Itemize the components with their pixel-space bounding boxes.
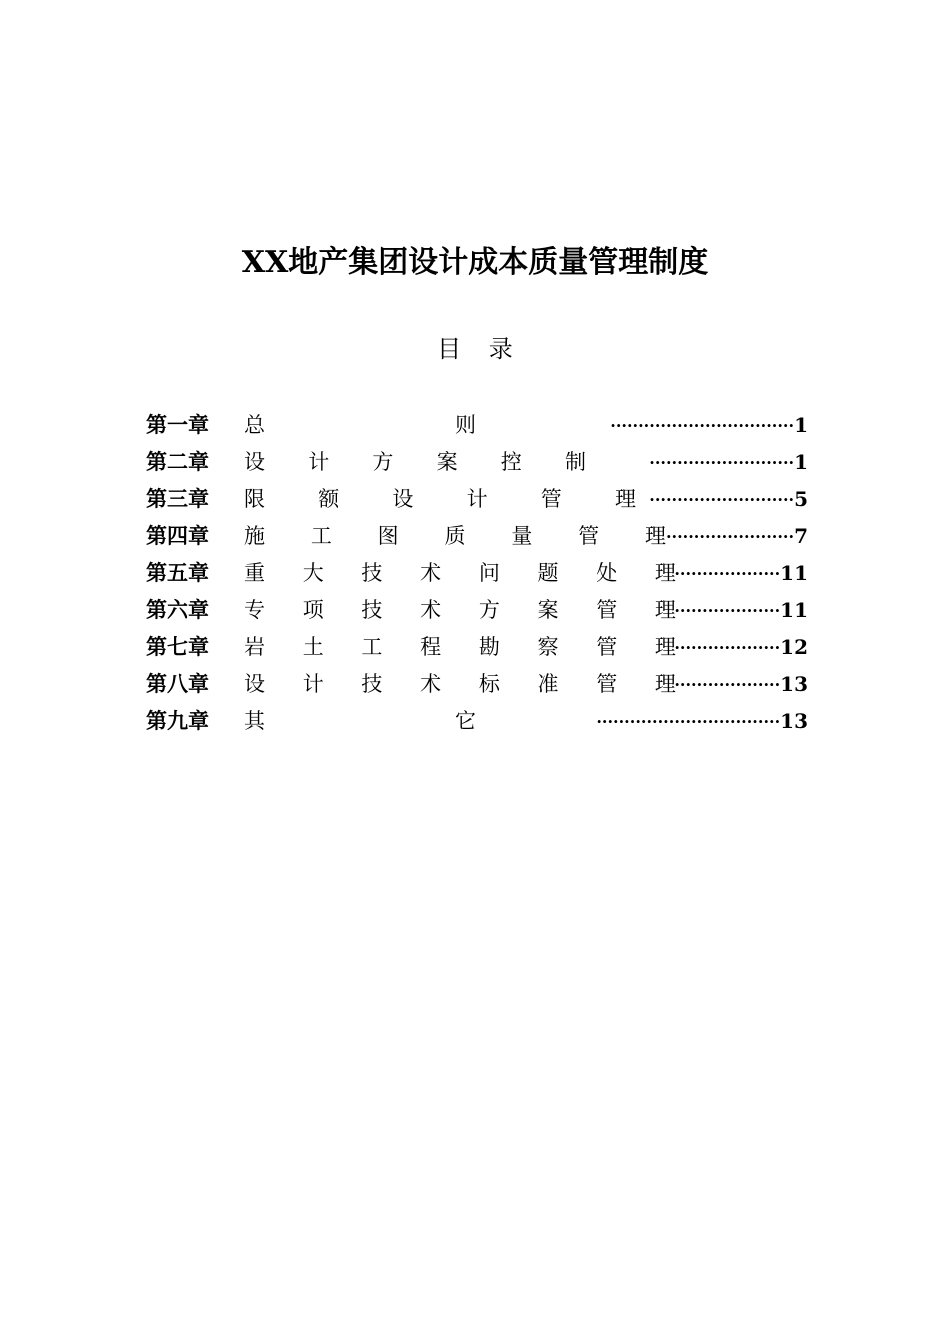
chapter-title (244, 629, 676, 666)
chapter-title-char: 术 (420, 672, 442, 696)
chapter-title (244, 407, 476, 444)
chapter-title-char: 额 (318, 487, 340, 511)
chapter-title-char: 术 (420, 561, 442, 585)
chapter-title-char: 理 (614, 487, 636, 511)
chapter-title-char: 专 (244, 598, 265, 622)
chapter-title-char: 控 (500, 450, 522, 474)
toc-heading: 目 录 (437, 335, 523, 363)
chapter-title-char: 总 (244, 413, 265, 437)
dot-leader: ································· (610, 416, 795, 435)
chapter-title-char: 设 (392, 487, 414, 511)
table-of-contents (146, 407, 808, 740)
chapter-title-char: 理 (644, 524, 666, 548)
page-number: 12 (780, 635, 808, 659)
toc-entry-4[interactable] (146, 518, 808, 555)
page-number: 5 (794, 487, 808, 511)
chapter-title-char: 管 (596, 598, 618, 622)
dot-leader: ·························· (649, 453, 795, 472)
chapter-title-char: 它 (455, 709, 476, 733)
chapter-title (244, 666, 676, 703)
chapter-number: 第四章 (146, 524, 209, 548)
chapter-number: 第九章 (146, 709, 209, 733)
chapter-number: 第六章 (146, 598, 209, 622)
chapter-title-char: 质 (444, 524, 466, 548)
chapter-title (244, 555, 676, 592)
chapter-title-char: 准 (537, 672, 559, 696)
chapter-title-char: 理 (654, 635, 676, 659)
page-number: 11 (780, 561, 808, 585)
chapter-number: 第八章 (146, 672, 209, 696)
toc-entry-2[interactable] (146, 444, 808, 481)
chapter-title-char: 土 (302, 635, 324, 659)
dot-leader: ································· (596, 712, 781, 731)
toc-entry-6[interactable] (146, 592, 808, 629)
chapter-title-char: 岩 (244, 635, 265, 659)
dot-leader: ··················· (674, 601, 781, 620)
chapter-title-char: 计 (466, 487, 488, 511)
chapter-title-char: 案 (537, 598, 559, 622)
toc-entry-1[interactable] (146, 407, 808, 444)
chapter-title-char: 施 (244, 524, 265, 548)
toc-entry-8[interactable] (146, 666, 808, 703)
chapter-title-char: 题 (537, 561, 559, 585)
page-number: 7 (794, 524, 808, 548)
chapter-title-char: 术 (420, 598, 442, 622)
chapter-title-char: 察 (537, 635, 559, 659)
chapter-title-char: 技 (361, 561, 383, 585)
toc-entry-3[interactable] (146, 481, 808, 518)
page-number: 1 (794, 450, 808, 474)
chapter-title-char: 设 (244, 672, 265, 696)
toc-entry-9[interactable] (146, 703, 808, 740)
chapter-title-char: 项 (302, 598, 324, 622)
toc-entry-5[interactable] (146, 555, 808, 592)
chapter-title-char: 案 (436, 450, 458, 474)
chapter-title-char: 其 (244, 709, 265, 733)
chapter-title-char: 量 (511, 524, 533, 548)
chapter-title-char: 管 (596, 635, 618, 659)
chapter-title-char: 程 (420, 635, 442, 659)
chapter-title-char: 问 (478, 561, 500, 585)
dot-leader: ······················· (665, 527, 795, 546)
chapter-title-char: 管 (578, 524, 600, 548)
chapter-title-char: 管 (596, 672, 618, 696)
chapter-title-char: 制 (564, 450, 586, 474)
chapter-title-char: 理 (654, 672, 676, 696)
chapter-title (244, 481, 636, 518)
chapter-title-char: 工 (361, 635, 383, 659)
chapter-title-char: 理 (654, 598, 676, 622)
chapter-title (244, 592, 676, 629)
chapter-title-char: 勘 (478, 635, 500, 659)
page-number: 13 (780, 672, 808, 696)
page-number: 11 (780, 598, 808, 622)
chapter-number: 第一章 (146, 413, 209, 437)
chapter-title-char: 方 (372, 450, 394, 474)
dot-leader: ··················· (674, 638, 781, 657)
dot-leader: ··················· (674, 564, 781, 583)
chapter-title-char: 计 (302, 672, 324, 696)
chapter-title-char: 理 (654, 561, 676, 585)
chapter-title-char: 重 (244, 561, 265, 585)
chapter-title-char: 设 (244, 450, 265, 474)
chapter-title-char: 大 (302, 561, 324, 585)
dot-leader: ·························· (649, 490, 795, 509)
chapter-title-char: 限 (244, 487, 265, 511)
chapter-title-char: 管 (540, 487, 562, 511)
chapter-title (244, 703, 476, 740)
chapter-title-char: 工 (310, 524, 332, 548)
chapter-number: 第三章 (146, 487, 209, 511)
chapter-title-char: 技 (361, 672, 383, 696)
chapter-title-char: 标 (478, 672, 500, 696)
chapter-number: 第五章 (146, 561, 209, 585)
chapter-title-char: 则 (455, 413, 476, 437)
chapter-title-char: 技 (361, 598, 383, 622)
chapter-title-char: 方 (478, 598, 500, 622)
chapter-number: 第二章 (146, 450, 209, 474)
chapter-title-char: 计 (308, 450, 330, 474)
chapter-title (244, 444, 586, 481)
page-number: 1 (794, 413, 808, 437)
chapter-title-char: 图 (377, 524, 399, 548)
page-number: 13 (780, 709, 808, 733)
chapter-title-char: 处 (596, 561, 618, 585)
toc-entry-7[interactable] (146, 629, 808, 666)
document-title: XX地产集团设计成本质量管理制度 (241, 245, 709, 280)
chapter-title (244, 518, 666, 555)
dot-leader: ··················· (674, 675, 781, 694)
chapter-number: 第七章 (146, 635, 209, 659)
